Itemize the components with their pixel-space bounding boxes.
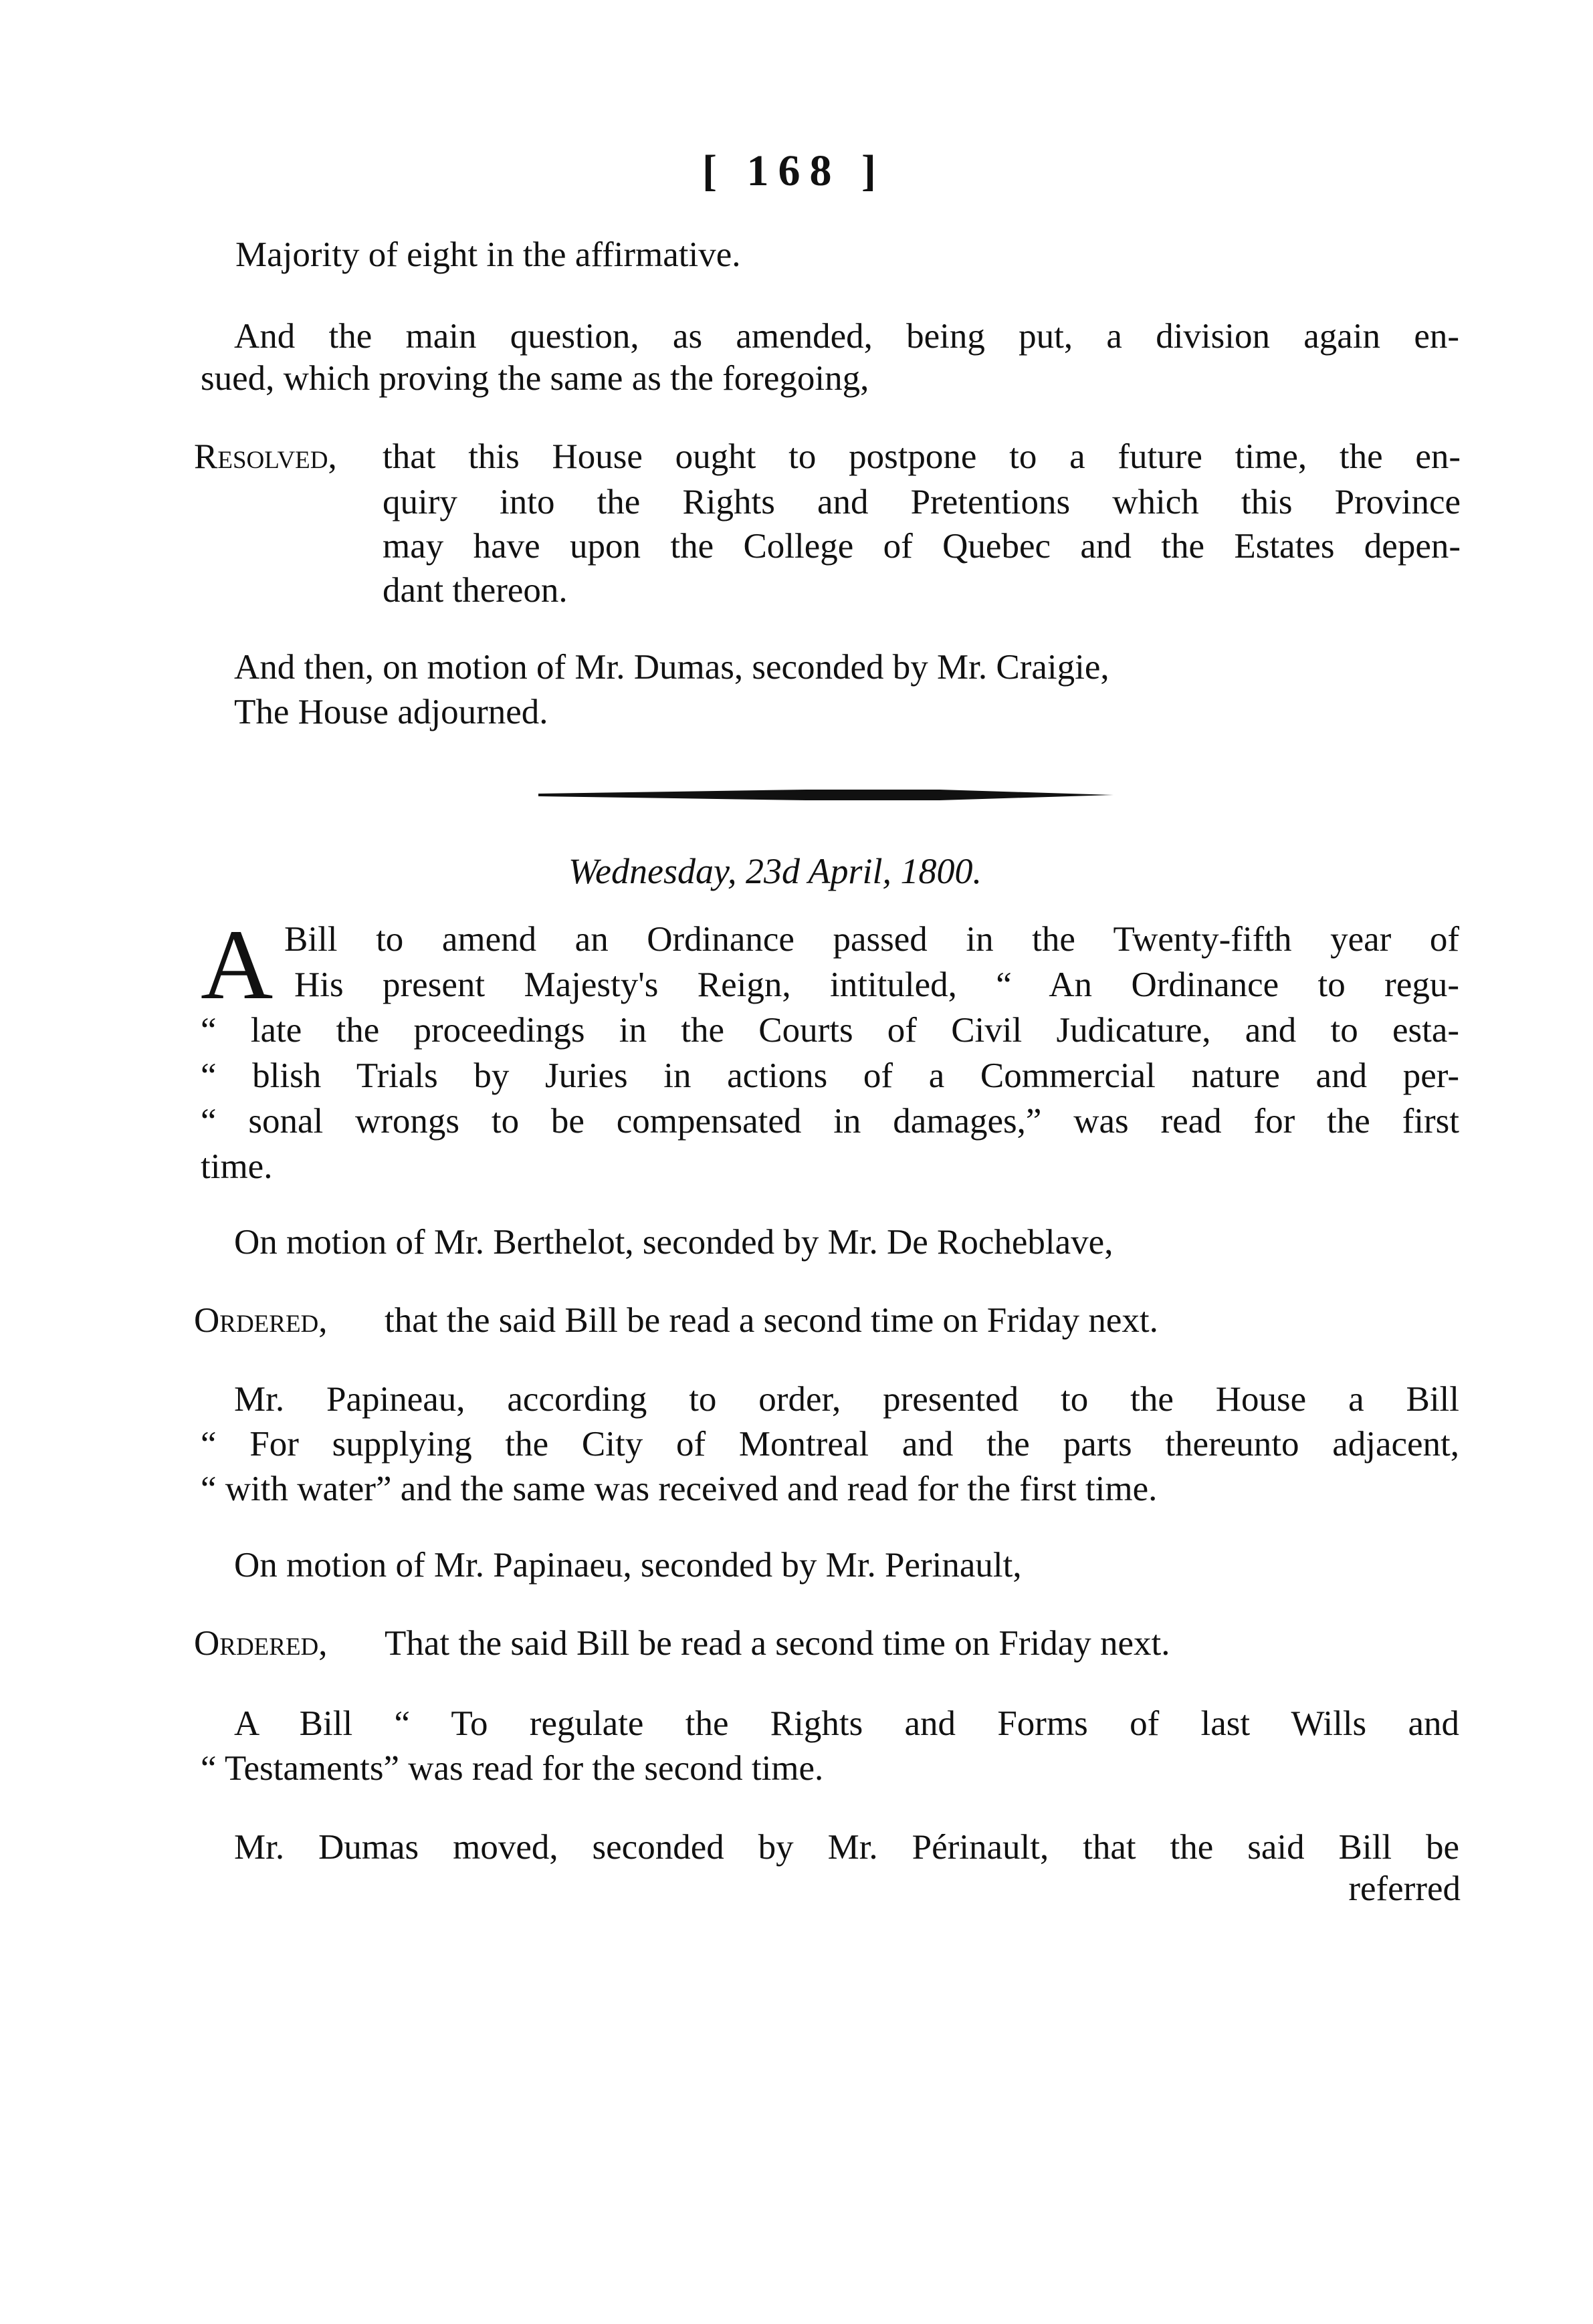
text-line: dant thereon. [383,571,568,610]
text-line: The House adjourned. [234,693,548,731]
text-line: “ sonal wrongs to be compensated in damages,” was read for the first [201,1102,1459,1141]
text-line: that this House ought to postpone to a future time, the en- [383,437,1461,476]
text-line: And the main question, as amended, being put, a division again en- [234,317,1459,356]
paragraph-majority: Majority of eight in the affirmative. [235,235,741,274]
ordered-label: Ordered, [194,1301,328,1340]
text-line: that the said Bill be read a second time on Friday next. [385,1301,1158,1340]
text-line: may have upon the College of Quebec and the Estates depen- [383,527,1461,566]
text-line: That the said Bill be read a second time on Friday next. [385,1624,1170,1663]
text-line: time. [201,1147,273,1186]
text-line: “ with water” and the same was received and read for the first time. [201,1470,1158,1508]
motion-paragraph: On motion of Mr. Berthelot, seconded by Mr. De Rocheblave, [234,1223,1113,1262]
resolved-label: Resolved, [194,437,337,476]
text-line: A Bill “ To regulate the Rights and Forms of last Wills and [234,1704,1459,1743]
text-line: His present Majesty's Reign, intituled, “ An Ordinance to regu- [294,965,1459,1004]
motion-paragraph: On motion of Mr. Papinaeu, seconded by Mr. Perinault, [234,1546,1022,1585]
text-line: “ For supplying the City of Montreal and the parts thereunto adjacent, [201,1425,1459,1464]
text-line: “ blish Trials by Juries in actions of a Commercial nature and per- [201,1056,1459,1095]
drop-cap: A [201,909,274,1020]
section-rule [538,788,1113,802]
catchword: referred [1348,1869,1461,1908]
text-line: “ late the proceedings in the Courts of Civil Judicature, and to esta- [201,1011,1459,1050]
text-line: And then, on motion of Mr. Dumas, seconded by Mr. Craigie, [234,648,1109,687]
text-line: sued, which proving the same as the foregoing, [201,359,869,398]
text-line: “ Testaments” was read for the second time. [201,1749,824,1788]
text-line: quiry into the Rights and Pretentions which this Province [383,483,1461,521]
motion-paragraph: Mr. Dumas moved, seconded by Mr. Périnault, that the said Bill be [234,1828,1459,1867]
ordered-label: Ordered, [194,1624,328,1663]
date-heading: Wednesday, 23d April, 1800. [568,851,982,891]
text-line: Bill to amend an Ordinance passed in the Twenty-fifth year of [284,920,1459,959]
page-number: [ 168 ] [702,146,885,195]
text-line: Mr. Papineau, according to order, presented to the House a Bill [234,1380,1459,1419]
